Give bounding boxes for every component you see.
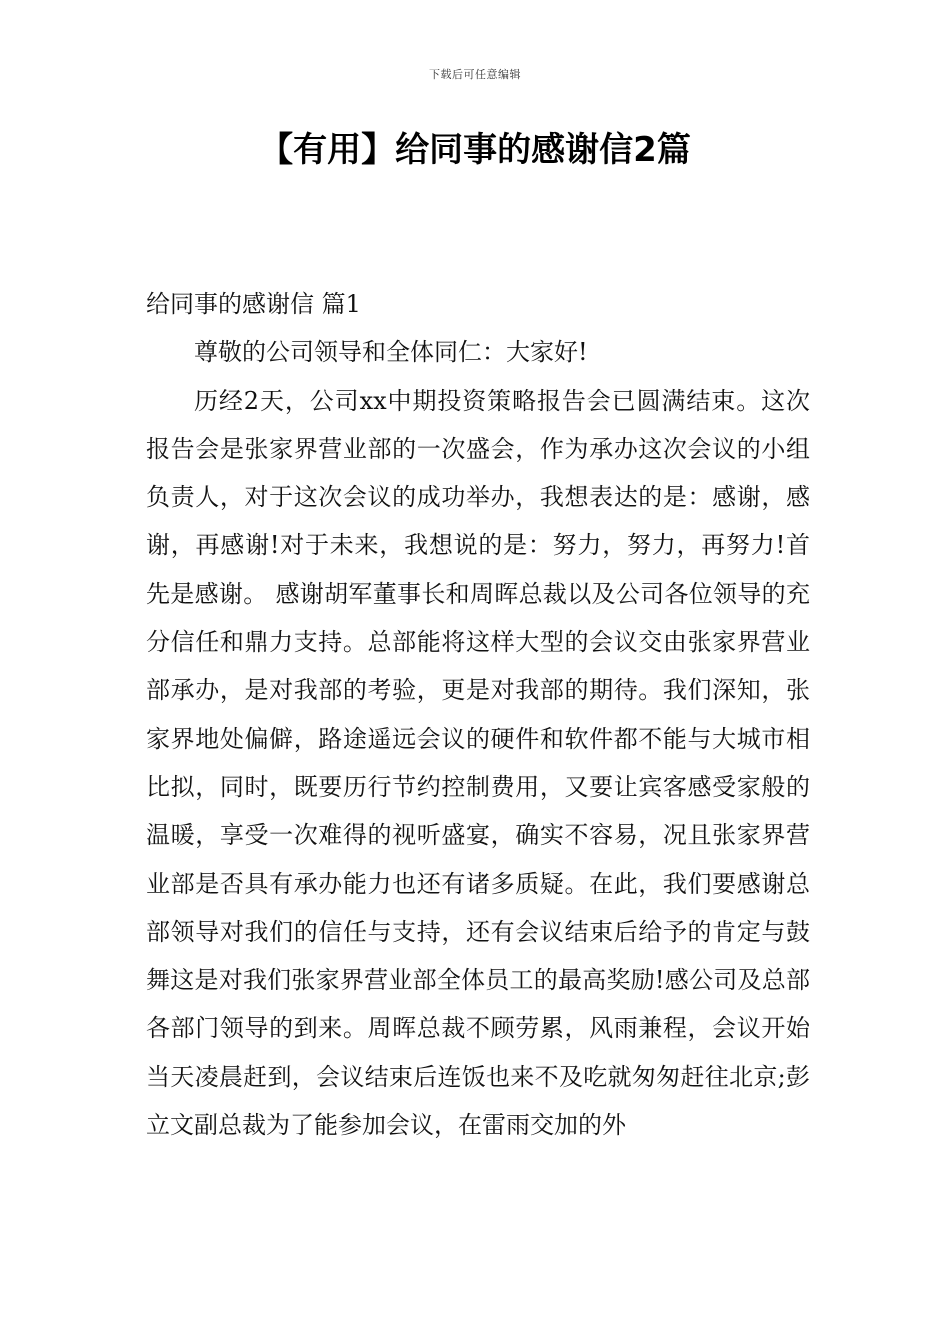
header-note: 下载后可任意编辑 [429,68,521,81]
document-title: 【有用】给同事的感谢信2篇 [259,130,691,170]
body-paragraph: 历经2天，公司xx中期投资策略报告会已圆满结束。这次报告会是张家界营业部的一次盛会，作为承办这次会议的小组负责人，对于这次会议的成功举办，我想表达的是：感谢，感谢，再感谢!对于未来，我想说的是：努力，努力，再努力!首先是感谢。 感谢胡军董事长和周晖总裁以及公司各位领导的充分信任和鼎力支持。总部能将这样大型的会议交由张家界营业部承办，是对我部的考验，更是对我部的期待。我们深知，张家界地处偏僻，路途遥远会议的硬件和软件都不能与大城市相比拟，同时，既要历行节约控制费用，又要让宾客感受家般的温暖，享受一次难得的视听盛宴，确实不容易，况且张家界营业部是否具有承办能力也还有诸多质疑。在此，我们要感谢总部领导对我们的信任与支持，还有会议结束后给予的肯定与鼓舞这是对我们张家界营业部全体员工的最高奖励!感公司及总部各部门领导的到来。周晖总裁不顾劳累，风雨兼程，会议开始当天凌晨赶到，会议结束后连饭也来不及吃就匆匆赶往北京;彭立文副总裁为了能参加会议，在雷雨交加的外 [146,386,810,1140]
section-heading: 给同事的感谢信 篇1 [146,290,361,318]
document-content [146,280,810,1149]
greeting-paragraph: 尊敬的公司领导和全体同仁：大家好! [194,338,588,367]
